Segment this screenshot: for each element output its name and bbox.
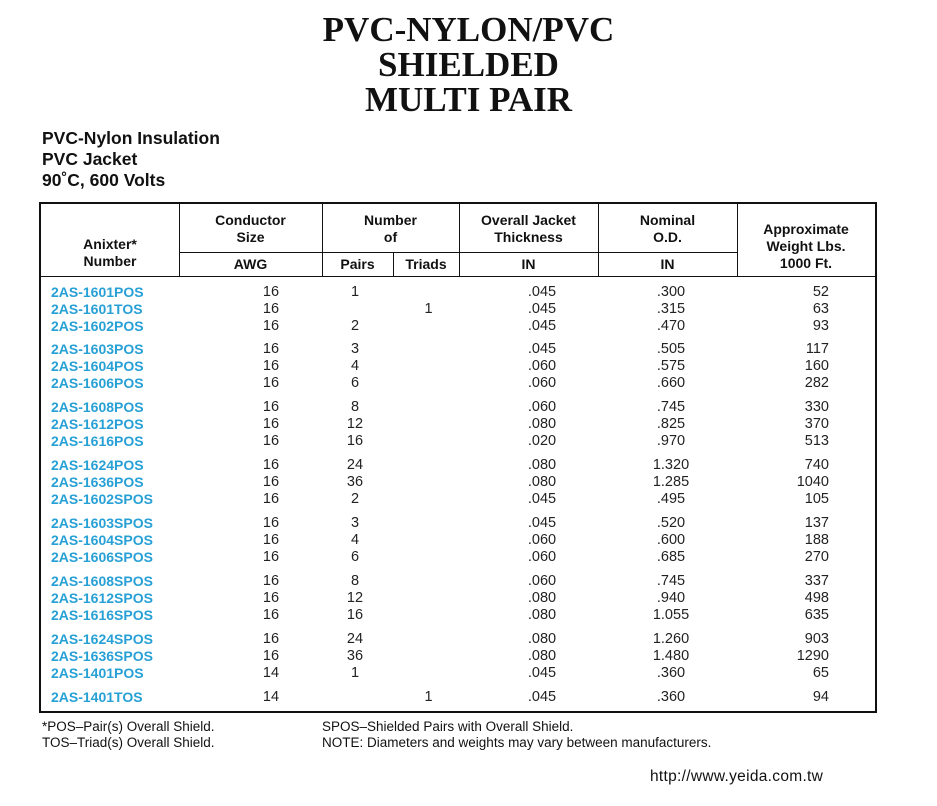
weight-value: 52 <box>812 284 829 300</box>
od-value: .470 <box>656 318 686 334</box>
header-awg: AWG <box>233 256 268 272</box>
weight-value: 330 <box>804 399 829 415</box>
table-row <box>41 416 875 433</box>
thickness-value: .045 <box>527 341 557 357</box>
table-row <box>41 515 875 532</box>
thickness-value: .080 <box>527 648 557 664</box>
part-number: 2AS-1401TOS <box>51 689 143 705</box>
weight-value: 93 <box>812 318 829 334</box>
title-line-1: PVC-NYLON/PVC <box>322 10 615 49</box>
product-table <box>39 202 877 713</box>
table-row <box>41 491 875 508</box>
table-row <box>41 607 875 624</box>
page-title <box>0 12 937 117</box>
pairs-value: 6 <box>350 375 360 391</box>
pairs-value: 3 <box>350 341 360 357</box>
thickness-value: .045 <box>527 301 557 317</box>
note-variance: NOTE: Diameters and weights may vary between manufacturers. <box>322 735 712 750</box>
pairs-value: 3 <box>350 515 360 531</box>
od-value: .745 <box>656 399 686 415</box>
od-value: .575 <box>656 358 686 374</box>
note-tos: TOS–Triad(s) Overall Shield. <box>42 735 215 750</box>
table-row <box>41 590 875 607</box>
od-value: 1.320 <box>652 457 690 473</box>
table-row <box>41 318 875 335</box>
weight-value: 270 <box>804 549 829 565</box>
pairs-value: 6 <box>350 549 360 565</box>
awg-value: 16 <box>262 491 280 507</box>
awg-value: 16 <box>262 573 280 589</box>
header-nominal-od: Nominal O.D. <box>639 212 696 245</box>
part-number: 2AS-1602POS <box>51 318 144 334</box>
awg-value: 16 <box>262 549 280 565</box>
thickness-value: .045 <box>527 318 557 334</box>
table-row <box>41 631 875 648</box>
awg-value: 16 <box>262 318 280 334</box>
triads-value: 1 <box>424 301 433 317</box>
spec-insulation: PVC-Nylon Insulation <box>42 128 220 148</box>
title-line-3: MULTI PAIR <box>364 80 573 119</box>
pairs-value: 16 <box>346 607 364 623</box>
pairs-value: 8 <box>350 399 360 415</box>
od-value: 1.260 <box>652 631 690 647</box>
awg-value: 16 <box>262 474 280 490</box>
part-number: 2AS-1616SPOS <box>51 607 153 623</box>
website-url: http://www.yeida.com.tw <box>650 768 824 785</box>
pairs-value: 2 <box>350 491 360 507</box>
spec-rating: 90˚C, 600 Volts <box>42 170 166 190</box>
header-jacket-thickness: Overall Jacket Thickness <box>481 212 576 245</box>
awg-value: 16 <box>262 301 280 317</box>
od-value: .300 <box>656 284 686 300</box>
pairs-value: 12 <box>346 416 364 432</box>
od-value: .660 <box>656 375 686 391</box>
awg-value: 16 <box>262 416 280 432</box>
awg-value: 16 <box>262 590 280 606</box>
table-row <box>41 549 875 566</box>
weight-value: 513 <box>804 433 829 449</box>
awg-value: 16 <box>262 399 280 415</box>
weight-value: 370 <box>804 416 829 432</box>
part-number: 2AS-1636POS <box>51 474 144 490</box>
thickness-value: .080 <box>527 590 557 606</box>
legend-left <box>42 719 215 751</box>
weight-value: 117 <box>805 341 829 357</box>
part-number: 2AS-1612SPOS <box>51 590 153 606</box>
pairs-value: 24 <box>346 457 364 473</box>
od-value: .315 <box>656 301 686 317</box>
thickness-value: .045 <box>527 284 557 300</box>
table-row <box>41 375 875 392</box>
thickness-value: .060 <box>527 399 557 415</box>
part-number: 2AS-1636SPOS <box>51 648 153 664</box>
awg-value: 16 <box>262 433 280 449</box>
awg-value: 14 <box>262 665 280 681</box>
weight-value: 740 <box>804 457 829 473</box>
header-triads: Triads <box>405 256 447 272</box>
table-row <box>41 301 875 318</box>
header-bottom-rule <box>41 276 875 277</box>
header-od-unit: IN <box>660 256 675 272</box>
table-row <box>41 532 875 549</box>
awg-value: 16 <box>262 648 280 664</box>
cable-specs <box>42 128 220 191</box>
od-value: 1.055 <box>652 607 690 623</box>
pairs-value: 8 <box>350 573 360 589</box>
weight-value: 65 <box>812 665 829 681</box>
table-row <box>41 284 875 301</box>
part-number: 2AS-1603SPOS <box>51 515 153 531</box>
thickness-value: .045 <box>527 689 557 705</box>
part-number: 2AS-1624POS <box>51 457 144 473</box>
table-row <box>41 457 875 474</box>
thickness-value: .080 <box>527 607 557 623</box>
part-number: 2AS-1401POS <box>51 665 144 681</box>
awg-value: 16 <box>262 375 280 391</box>
pairs-value: 1 <box>350 284 360 300</box>
pairs-value: 12 <box>346 590 364 606</box>
awg-value: 16 <box>262 607 280 623</box>
part-number: 2AS-1602SPOS <box>51 491 153 507</box>
thickness-value: .045 <box>527 515 557 531</box>
table-row <box>41 648 875 665</box>
awg-value: 16 <box>262 358 280 374</box>
weight-value: 498 <box>804 590 829 606</box>
part-number: 2AS-1608POS <box>51 399 144 415</box>
od-value: .520 <box>656 515 686 531</box>
thickness-value: .080 <box>527 631 557 647</box>
header-subdivider <box>179 252 737 253</box>
table-row <box>41 358 875 375</box>
awg-value: 16 <box>262 284 280 300</box>
weight-value: 903 <box>804 631 829 647</box>
awg-value: 16 <box>262 631 280 647</box>
thickness-value: .060 <box>527 532 557 548</box>
awg-value: 16 <box>262 532 280 548</box>
od-value: .825 <box>656 416 686 432</box>
part-number: 2AS-1604POS <box>51 358 144 374</box>
spec-jacket: PVC Jacket <box>42 149 138 169</box>
part-number: 2AS-1603POS <box>51 341 144 357</box>
thickness-value: .080 <box>527 416 557 432</box>
thickness-value: .045 <box>527 491 557 507</box>
thickness-value: .060 <box>527 358 557 374</box>
part-number: 2AS-1606POS <box>51 375 144 391</box>
thickness-value: .060 <box>527 549 557 565</box>
header-thickness-unit: IN <box>521 256 536 272</box>
note-pos: *POS–Pair(s) Overall Shield. <box>42 719 215 734</box>
title-line-2: SHIELDED <box>378 45 559 84</box>
od-value: .745 <box>656 573 686 589</box>
table-row <box>41 433 875 450</box>
table-row <box>41 573 875 590</box>
od-value: 1.285 <box>652 474 690 490</box>
pairs-value: 4 <box>350 532 360 548</box>
part-number: 2AS-1624SPOS <box>51 631 153 647</box>
header-conductor: Conductor Size <box>215 212 286 245</box>
pairs-value: 4 <box>350 358 360 374</box>
pairs-value: 36 <box>346 474 364 490</box>
legend-right <box>322 719 711 751</box>
table-row <box>41 665 875 682</box>
weight-value: 1040 <box>796 474 829 490</box>
header-anixter: Anixter* Number <box>83 236 137 269</box>
weight-value: 94 <box>812 689 829 705</box>
part-number: 2AS-1616POS <box>51 433 144 449</box>
weight-value: 1290 <box>796 648 829 664</box>
pairs-value: 2 <box>350 318 360 334</box>
pairs-value: 1 <box>350 665 360 681</box>
weight-value: 105 <box>804 491 829 507</box>
od-value: .505 <box>656 341 686 357</box>
thickness-value: .060 <box>527 573 557 589</box>
pairs-value: 36 <box>346 648 364 664</box>
thickness-value: .080 <box>527 457 557 473</box>
part-number: 2AS-1601TOS <box>51 301 143 317</box>
od-value: .360 <box>656 665 686 681</box>
awg-value: 16 <box>262 341 280 357</box>
awg-value: 14 <box>262 689 280 705</box>
note-spos: SPOS–Shielded Pairs with Overall Shield. <box>322 719 574 734</box>
triads-value: 1 <box>424 689 433 705</box>
part-number: 2AS-1601POS <box>51 284 144 300</box>
header-number-of: Number of <box>364 212 417 245</box>
weight-value: 63 <box>812 301 829 317</box>
od-value: .495 <box>656 491 686 507</box>
part-number: 2AS-1604SPOS <box>51 532 153 548</box>
thickness-value: .060 <box>527 375 557 391</box>
part-number: 2AS-1606SPOS <box>51 549 153 565</box>
weight-value: 137 <box>804 515 829 531</box>
od-value: .970 <box>656 433 686 449</box>
thickness-value: .080 <box>527 474 557 490</box>
pairs-value: 16 <box>346 433 364 449</box>
thickness-value: .020 <box>527 433 557 449</box>
od-value: .600 <box>656 532 686 548</box>
header-pairs: Pairs <box>340 256 375 272</box>
weight-value: 188 <box>804 532 829 548</box>
table-row <box>41 341 875 358</box>
thickness-value: .045 <box>527 665 557 681</box>
weight-value: 160 <box>804 358 829 374</box>
od-value: .940 <box>656 590 686 606</box>
awg-value: 16 <box>262 515 280 531</box>
weight-value: 635 <box>804 607 829 623</box>
part-number: 2AS-1612POS <box>51 416 144 432</box>
table-row <box>41 474 875 491</box>
od-value: 1.480 <box>652 648 690 664</box>
od-value: .360 <box>656 689 686 705</box>
table-row <box>41 689 875 706</box>
part-number: 2AS-1608SPOS <box>51 573 153 589</box>
weight-value: 337 <box>804 573 829 589</box>
table-row <box>41 399 875 416</box>
awg-value: 16 <box>262 457 280 473</box>
weight-value: 282 <box>804 375 829 391</box>
pairs-value: 24 <box>346 631 364 647</box>
header-weight: Approximate Weight Lbs. 1000 Ft. <box>763 221 849 271</box>
od-value: .685 <box>656 549 686 565</box>
